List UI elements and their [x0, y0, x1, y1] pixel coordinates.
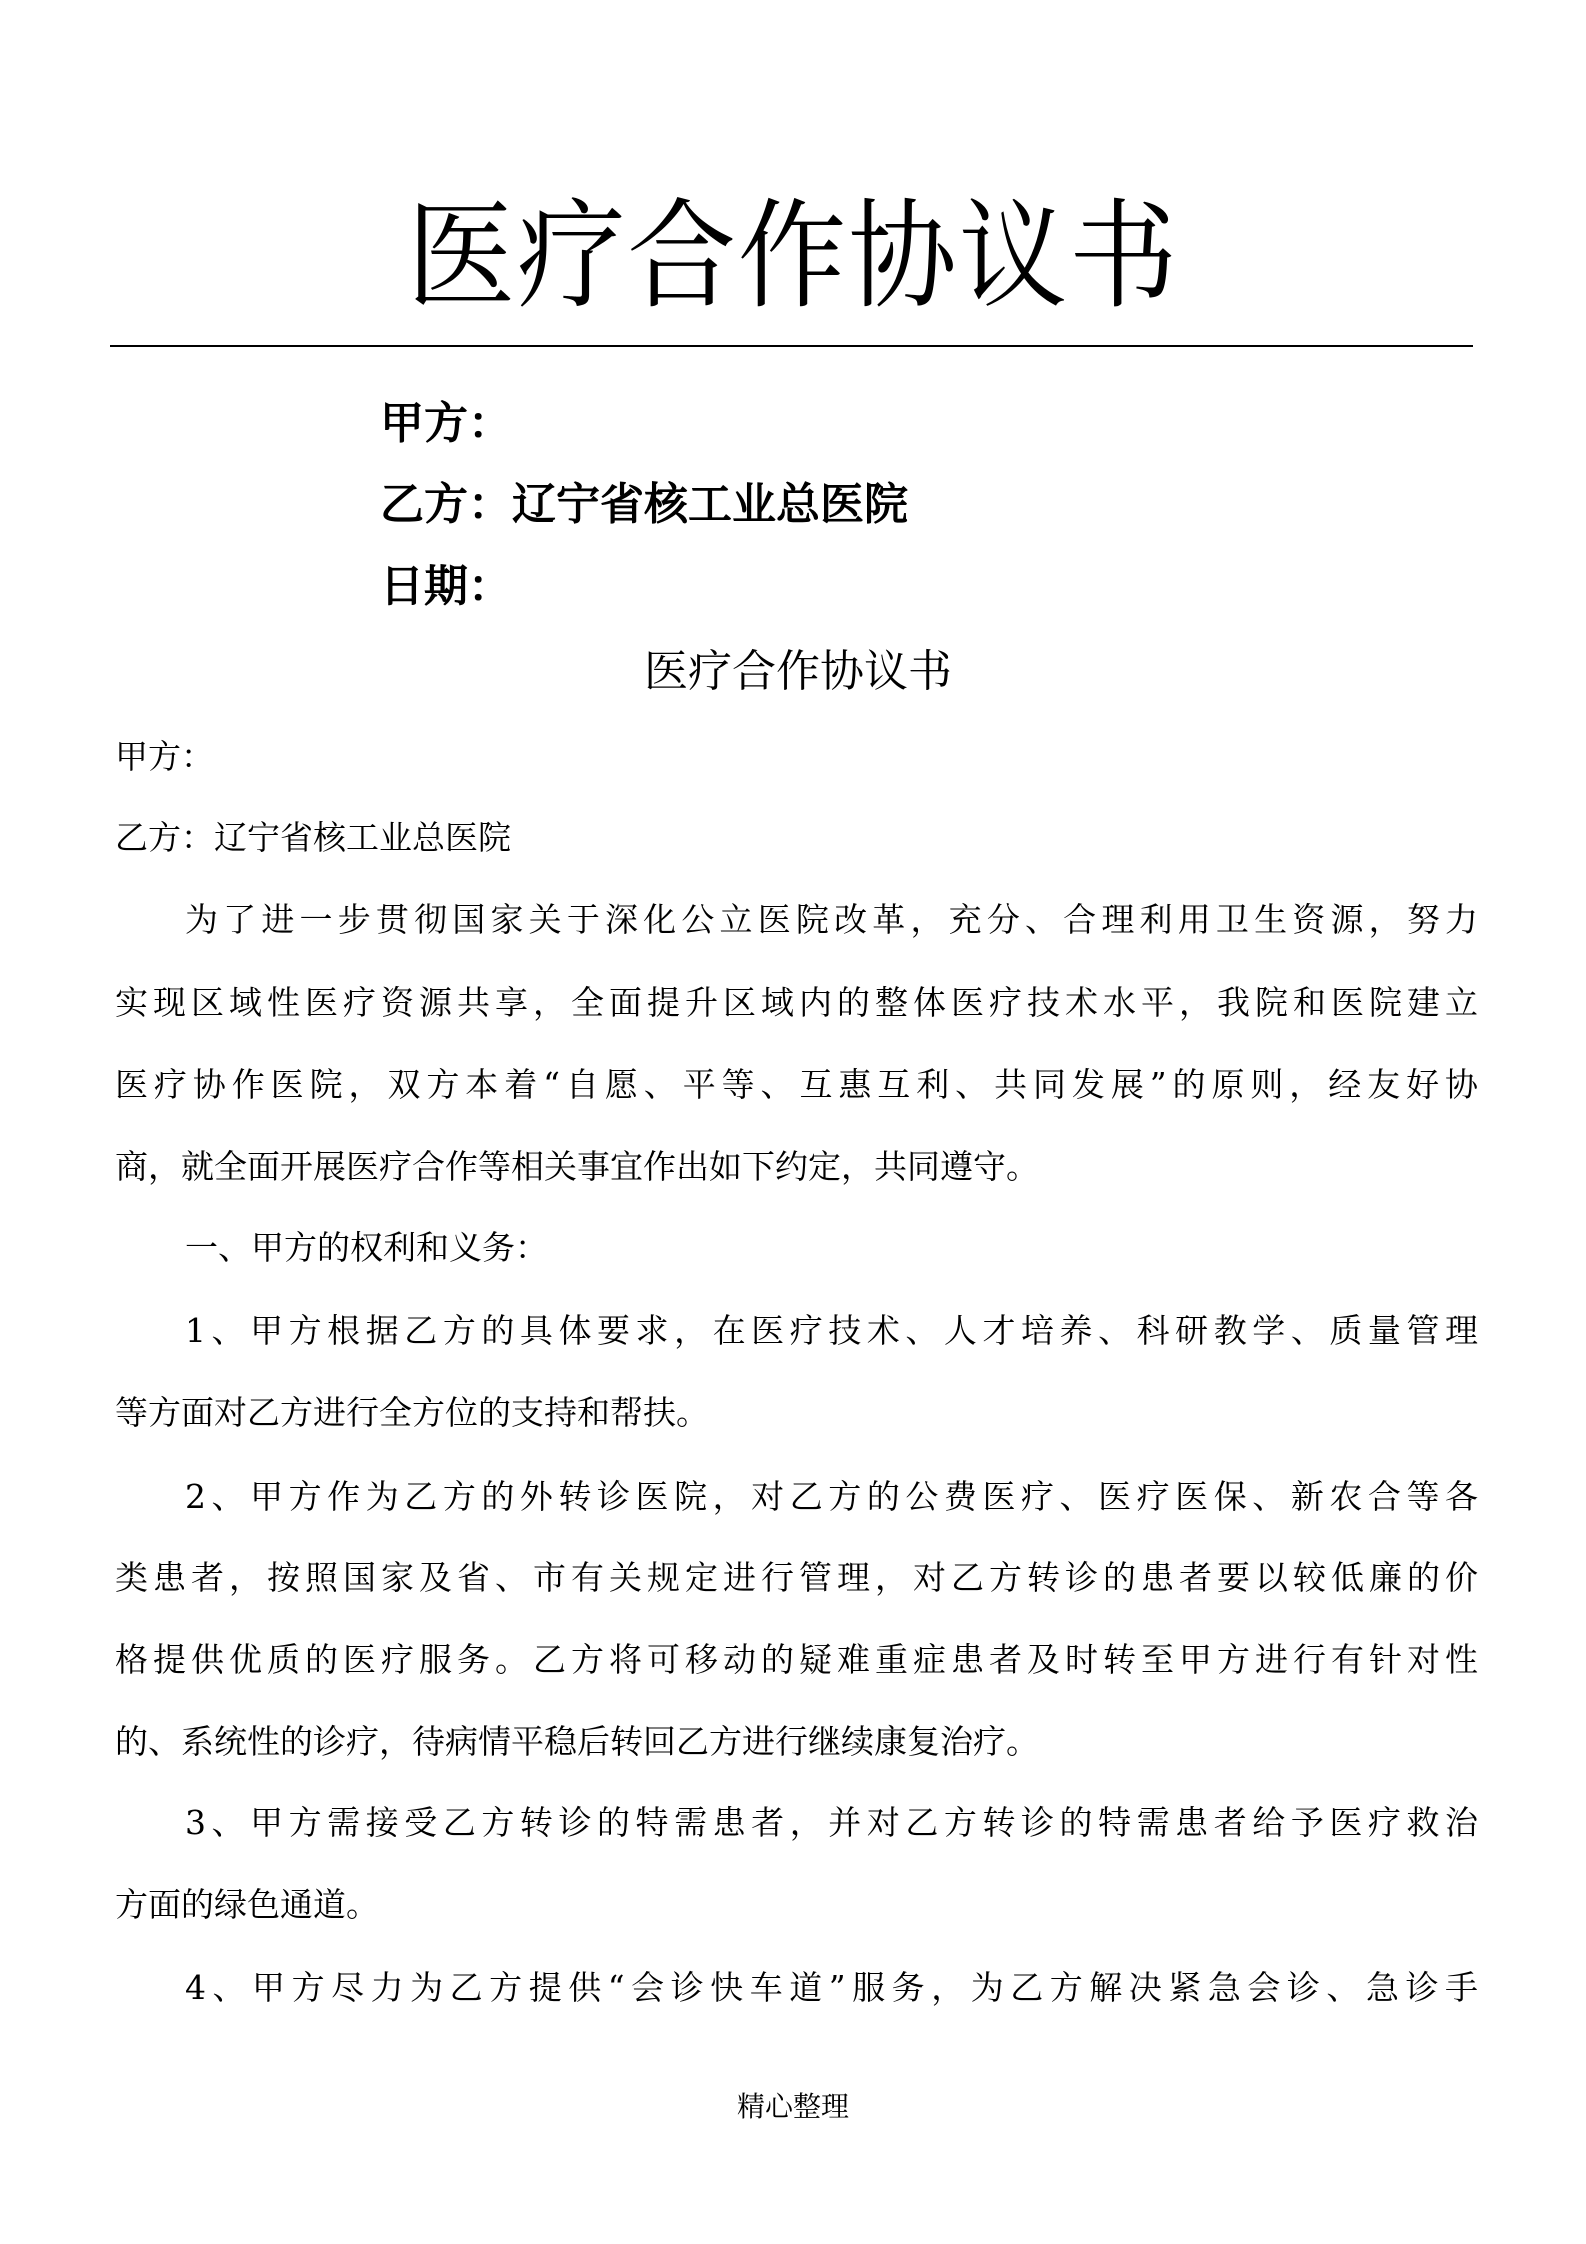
clause-line: 3、甲方需接受乙方转诊的特需患者，并对乙方转诊的特需患者给予医疗救治	[185, 1803, 1478, 1842]
page-footer: 精心整理	[736, 2090, 849, 2123]
cover-divider	[110, 345, 1473, 347]
clause-line: 4、甲方尽力为乙方提供“会诊快车道”服务，为乙方解决紧急会诊、急诊手	[185, 1968, 1478, 2007]
intro-line: 实现区域性医疗资源共享，全面提升区域内的整体医疗技术水平，我院和医院建立	[115, 983, 1478, 1022]
clause-line: 方面的绿色通道。	[115, 1885, 379, 1924]
party-b-line: 乙方：辽宁省核工业总医院	[115, 818, 511, 857]
intro-line: 为了进一步贯彻国家关于深化公立医院改革，充分、合理利用卫生资源，努力	[185, 900, 1478, 939]
cover-party-b-label: 乙方：	[380, 479, 512, 530]
clause-line: 类患者，按照国家及省、市有关规定进行管理，对乙方转诊的患者要以较低廉的价	[115, 1558, 1478, 1597]
clause-line: 2、甲方作为乙方的外转诊医院，对乙方的公费医疗、医疗医保、新农合等各	[185, 1477, 1478, 1516]
cover-party-b	[380, 477, 908, 533]
cover-date	[380, 559, 512, 615]
document-title: 医疗合作协议书	[644, 646, 952, 697]
cover-party-a-label: 甲方：	[380, 398, 512, 449]
clause-line: 格提供优质的医疗服务。乙方将可移动的疑难重症患者及时转至甲方进行有针对性	[115, 1640, 1478, 1679]
section-1-heading: 一、甲方的权利和义务：	[185, 1228, 548, 1267]
cover-party-b-value: 辽宁省核工业总医院	[512, 479, 908, 530]
clause-line: 的、系统性的诊疗，待病情平稳后转回乙方进行继续康复治疗。	[115, 1722, 1039, 1761]
clause-line: 等方面对乙方进行全方位的支持和帮扶。	[115, 1393, 709, 1432]
intro-line: 医疗协作医院，双方本着“自愿、平等、互惠互利、共同发展”的原则，经友好协	[115, 1065, 1478, 1104]
cover-title: 医疗合作协议书	[406, 187, 1180, 325]
clause-line: 1、甲方根据乙方的具体要求，在医疗技术、人才培养、科研教学、质量管理	[185, 1311, 1478, 1350]
cover-date-label: 日期：	[380, 561, 512, 612]
cover-party-a	[380, 396, 512, 452]
party-a-line: 甲方：	[115, 737, 214, 776]
intro-line: 商，就全面开展医疗合作等相关事宜作出如下约定，共同遵守。	[115, 1147, 1039, 1186]
